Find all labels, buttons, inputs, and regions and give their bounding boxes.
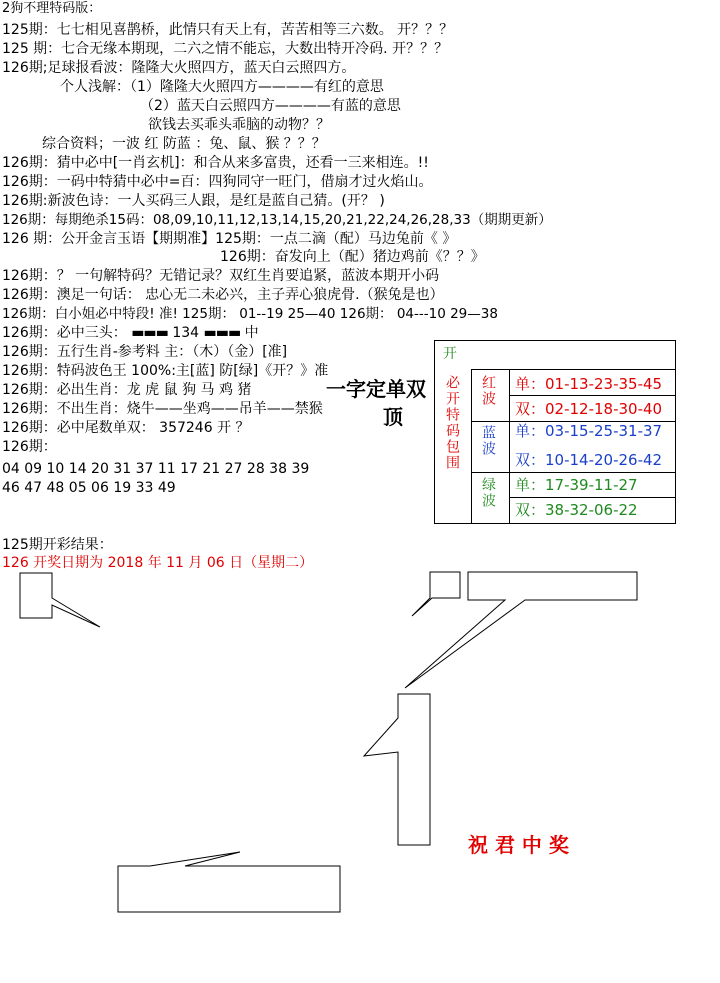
line-11: 126期：每期绝杀15码：08,09,10,11,12,13,14,15,20,21,22,24,26,28,33（期期更新） [2,212,552,228]
line-19: 126期：特码波色王 100%:主[蓝] 防[绿]《开？》准 [2,363,329,379]
wave-row-blue-even: 双：10-14-20-26-42 [515,451,663,469]
line-14: 126期：？ 一句解特码？无错记录？双红生肖要追紧，蓝波本期开小码 [2,268,440,284]
line-13: 126期：奋发向上（配）猪边鸡前《？？》 [220,249,485,265]
line-9: 126期：一码中特猜中必中=百：四狗同守一旺门，借扇才过火焰山。 [2,174,433,190]
line-3: 126期;足球报看波：隆隆大火照四方，蓝天白云照四方。 [2,60,356,76]
bizhong-label: 126期：必中三头： [2,325,127,341]
slogan-2: 顶 [383,405,403,429]
draw-date: 126 开奖日期为 2018 年 11 月 06 日（星期二） [2,555,314,571]
line-22: 126期：必中尾数单双： 357246 开 ？ [2,420,250,436]
line-1: 125期：七七相见喜鹊桥，此情只有天上有，苦苦相等三六数。 开？？？ [2,22,454,38]
wave-row-green-odd: 单：17-39-11-27 [515,476,638,494]
bar-icon: ▬▬▬ [131,325,168,341]
page-header: 2狗不理特码版： [2,1,102,16]
callout-shape-1 [20,573,100,627]
line-15: 126期：澳足一句话： 忠心无二未必兴，主子弄心狼虎骨.（猴兔是也） [2,287,444,303]
line-7: 综合资料；一波 红 防蓝 ：兔、鼠、猴 ？？？ [42,136,326,152]
line-23: 126期： [2,439,57,455]
blue-wave-label: 蓝波 [480,425,496,457]
slogan-1: 一字定单双 [326,377,426,401]
callout-shape-5 [118,852,340,912]
line-4: 个人浅解：（1）隆隆大火照四方————有红的意思 [60,79,384,95]
line-12: 126 期：公开金言玉语【期期准】125期：一点二滴（配）马边兔前《 》 [2,231,457,247]
open-label-2: 开 [443,346,457,362]
line-5: （2）蓝天白云照四方————有蓝的意思 [140,98,401,114]
numbers-row-1: 04 09 10 14 20 31 37 11 17 21 27 28 38 39 [2,461,310,477]
bar-icon: ▬▬▬ [203,325,241,341]
bizhong-number: 134 [172,325,200,341]
line-10: 126期:新波色诗：一人买码三人跟，是红是蓝自己猜。(开？ ) [2,193,385,209]
footer-slogan: 祝 君 中 奖 [468,833,569,857]
bizhong-center: 中 [244,325,259,341]
callout-shape-4 [364,694,430,845]
result-title: 125期开彩结果： [2,537,113,553]
wave-row-green-even: 双：38-32-06-22 [515,501,638,519]
line-18: 126期：五行生肖-参考料 主：（木）（金）[准] [2,344,288,360]
side-label-2: 必开特码包围 [444,375,460,471]
red-wave-label: 红波 [480,375,496,407]
line-6: 欲钱去买乖头乖脑的动物？？ [148,117,330,133]
line-2: 125 期：七合无缘本期现，二六之情不能忘，大数出特开冷码. 开？？？ [2,41,449,57]
line-20: 126期：必出生肖：龙 虎 鼠 狗 马 鸡 猪 [2,382,252,398]
green-wave-label: 绿波 [480,477,496,509]
line-8: 126期：猜中必中[一肖玄机]：和合从来多富贵，还看一三来相连。!! [2,155,429,171]
callout-shape-2 [412,572,460,616]
wave-row-red-even: 双：02-12-18-30-40 [515,400,663,418]
wave-row-red-odd: 单：01-13-23-35-45 [515,375,663,393]
line-21: 126期：不出生肖：烧牛——坐鸡——吊羊——禁猴 [2,401,323,417]
wave-row-blue-odd: 单：03-15-25-31-37 [515,422,663,440]
line-16: 126期：白小姐必中特段! 准! 125期： 01--19 25—40 126期： 04---10 29—38 [2,306,498,322]
numbers-row-2: 46 47 48 05 06 19 33 49 [2,480,176,496]
